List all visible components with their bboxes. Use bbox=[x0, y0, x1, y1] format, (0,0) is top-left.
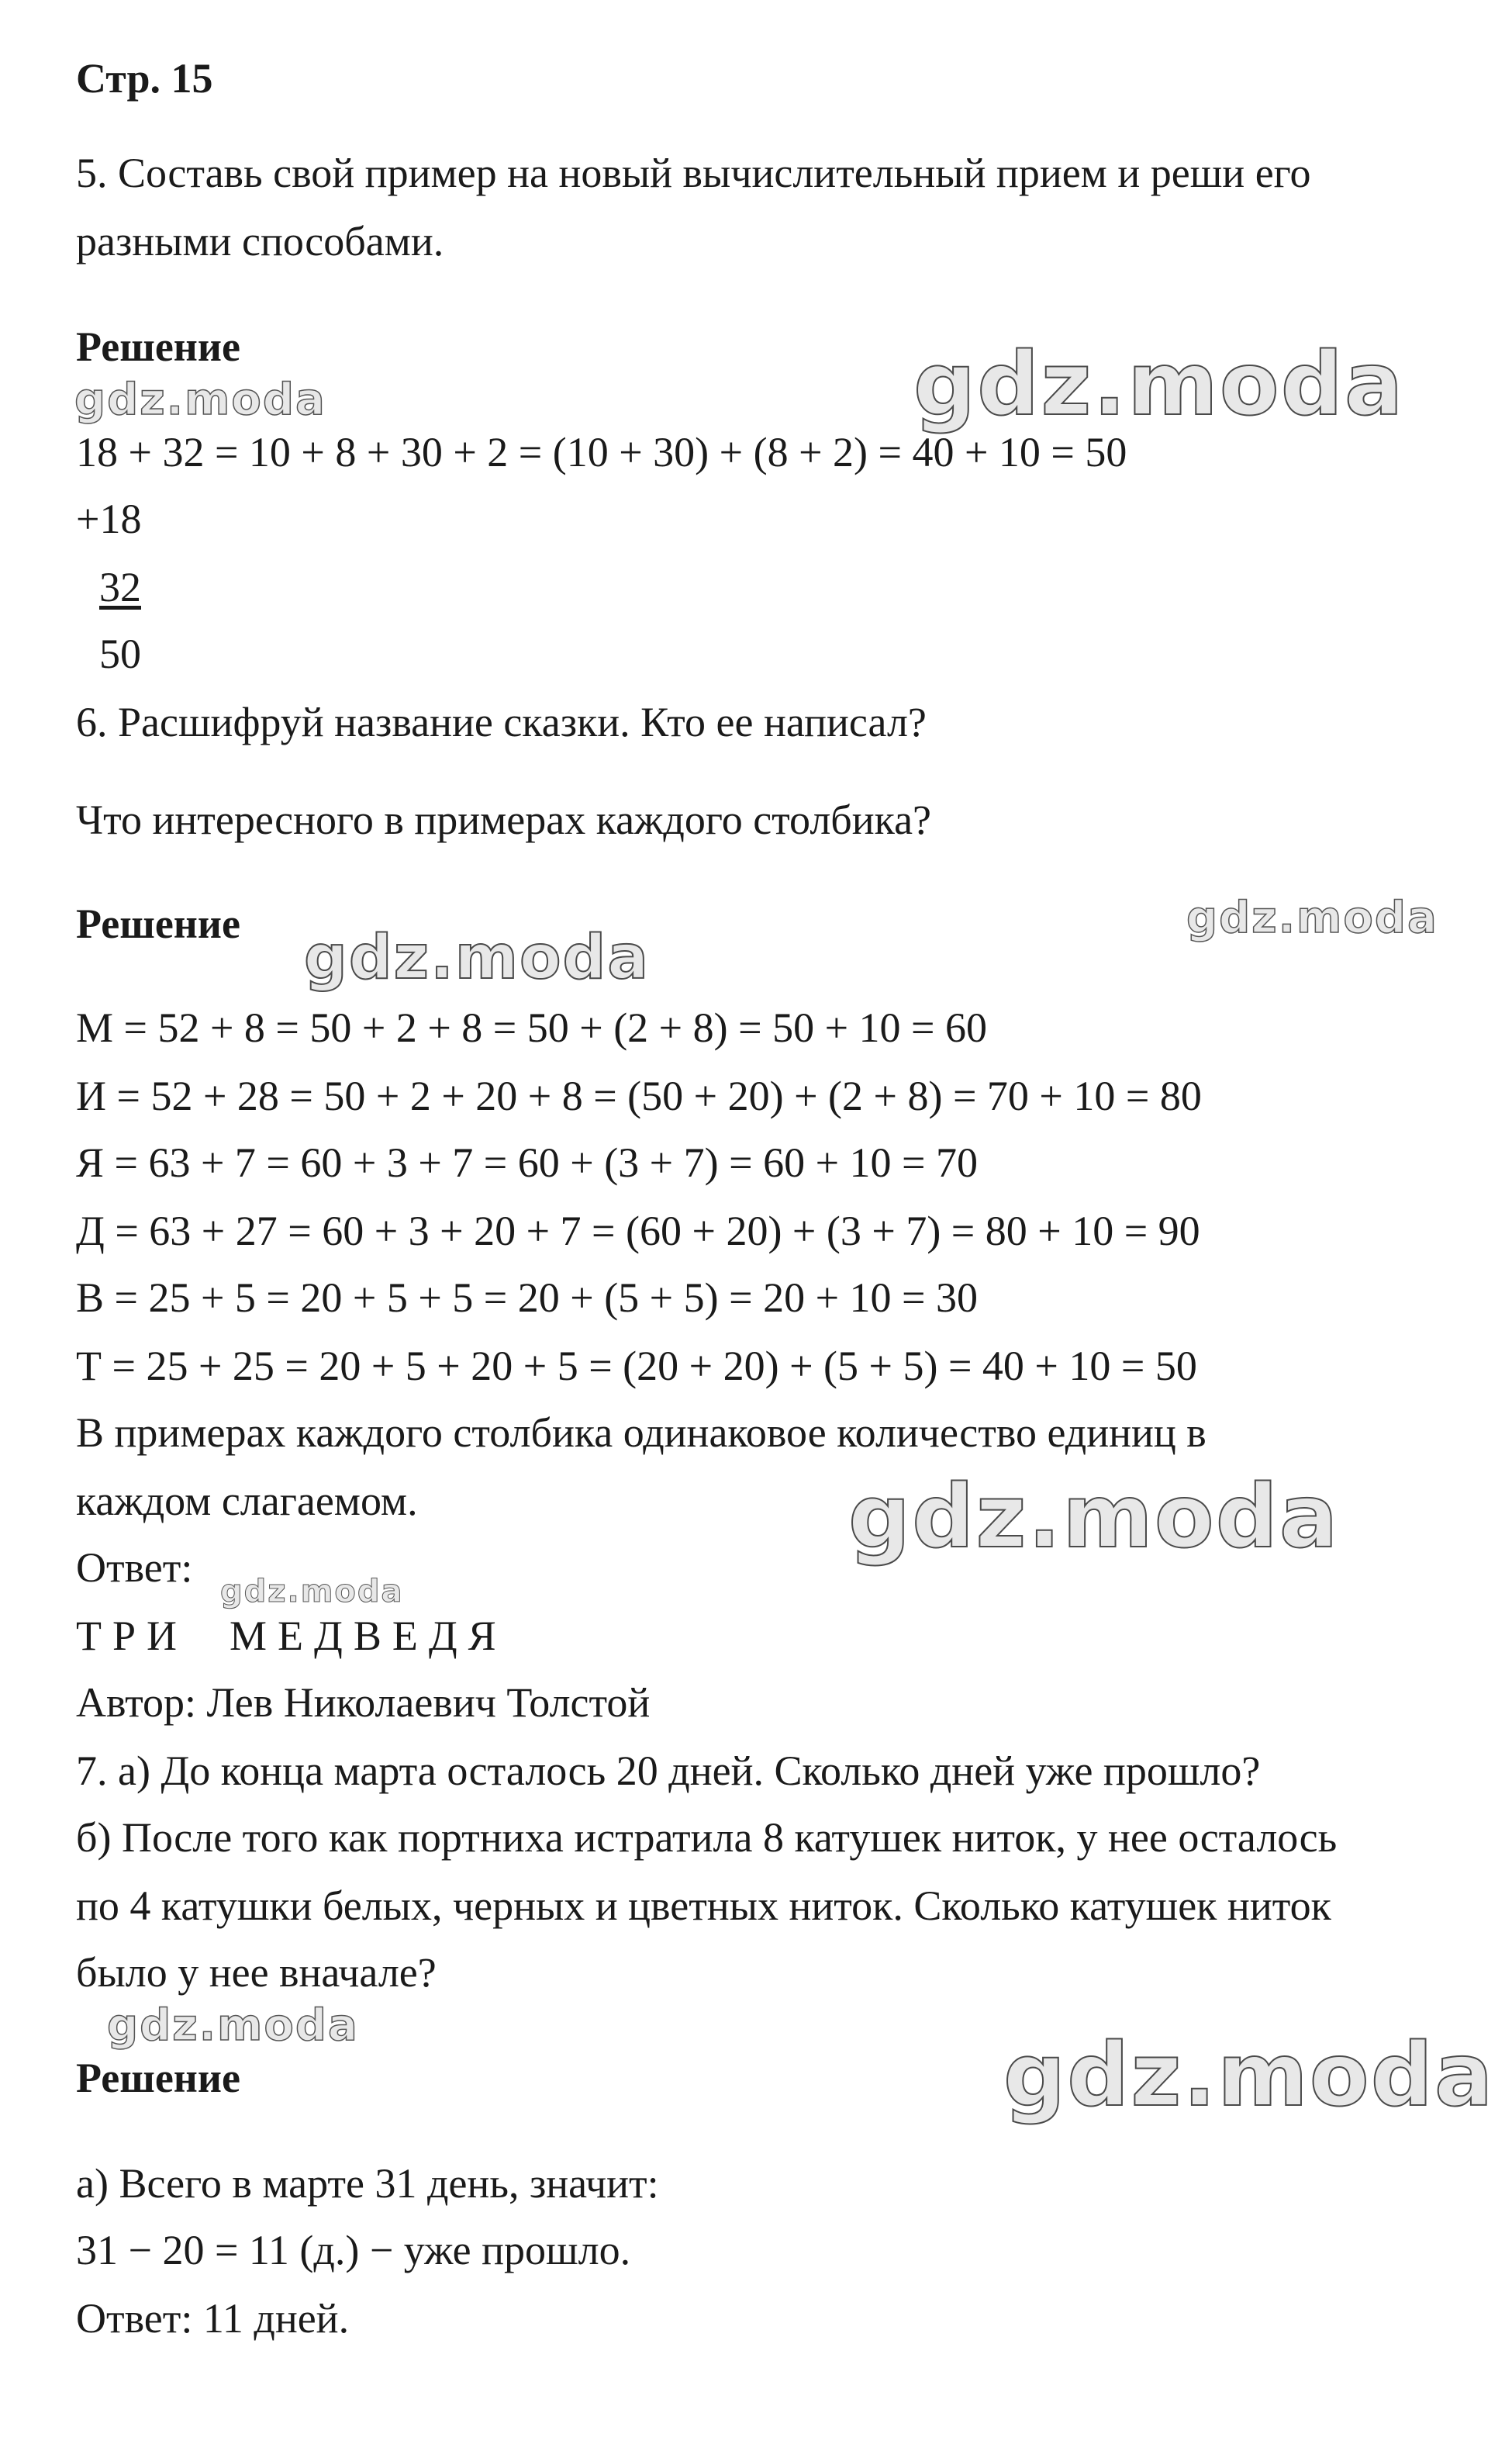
task7-solution-a-answer: Ответ: 11 дней. bbox=[76, 2295, 350, 2342]
watermark: gdz.moda bbox=[1003, 2025, 1495, 2126]
column-sum: 50 bbox=[99, 631, 141, 677]
answer-word-1: ТРИ bbox=[76, 1613, 188, 1659]
watermark: gdz.moda bbox=[107, 2000, 359, 2051]
answer-word-2: МЕДВЕДЯ bbox=[230, 1613, 507, 1659]
equation-line: В = 25 + 5 = 20 + 5 + 5 = 20 + (5 + 5) = 20 + 10 = 30 bbox=[76, 1274, 978, 1321]
task7-solution-a-line1: а) Всего в марте 31 день, значит: bbox=[76, 2160, 659, 2207]
watermark: gdz.moda bbox=[1186, 893, 1438, 943]
watermark: gdz.moda bbox=[304, 923, 651, 993]
column-addend1: +18 bbox=[76, 496, 142, 542]
watermark: gdz.moda bbox=[913, 334, 1405, 435]
equation-line: И = 52 + 28 = 50 + 2 + 20 + 8 = (50 + 20) + (2 + 8) = 70 + 10 = 80 bbox=[76, 1073, 1202, 1119]
task6-author: Автор: Лев Николаевич Толстой bbox=[76, 1679, 651, 1726]
task5-text-line1: 5. Составь свой пример на новый вычислительный прием и реши его bbox=[76, 150, 1311, 196]
task7-part-a: 7. а) До конца марта осталось 20 дней. Сколько дней уже прошло? bbox=[76, 1747, 1261, 1794]
equation-line: Т = 25 + 25 = 20 + 5 + 20 + 5 = (20 + 20) + (5 + 5) = 40 + 10 = 50 bbox=[76, 1343, 1197, 1389]
task5-solution-heading: Решение bbox=[76, 323, 240, 370]
page-title: Стр. 15 bbox=[76, 55, 213, 102]
task7-solution-a-line2: 31 − 20 = 11 (д.) − уже прошло. bbox=[76, 2227, 631, 2273]
task7-part-b-line1: б) После того как портниха истратила 8 катушек ниток, у нее осталось bbox=[76, 1814, 1338, 1861]
task6-solution-heading: Решение bbox=[76, 901, 240, 947]
equation-line: Д = 63 + 27 = 60 + 3 + 20 + 7 = (60 + 20) + (3 + 7) = 80 + 10 = 90 bbox=[76, 1208, 1200, 1254]
task5-text-line2: разными способами. bbox=[76, 218, 444, 264]
task5-equation: 18 + 32 = 10 + 8 + 30 + 2 = (10 + 30) + (8 + 2) = 40 + 10 = 50 bbox=[76, 429, 1127, 475]
watermark: gdz.moda bbox=[848, 1467, 1340, 1568]
task6-conclusion-line1: В примерах каждого столбика одинаковое количество единиц в bbox=[76, 1409, 1206, 1456]
equation-line: М = 52 + 8 = 50 + 2 + 8 = 50 + (2 + 8) = 50 + 10 = 60 bbox=[76, 1004, 987, 1051]
column-addend2: 32 bbox=[99, 564, 141, 610]
task6-answer-label: Ответ: bbox=[76, 1544, 193, 1591]
task7-part-b-line2: по 4 катушки белых, черных и цветных ниток. Сколько катушек ниток bbox=[76, 1882, 1331, 1929]
task6-conclusion-line2: каждом слагаемом. bbox=[76, 1478, 418, 1524]
watermark: gdz.moda bbox=[74, 375, 326, 425]
task6-text-line2: Что интересного в примерах каждого столбика? bbox=[76, 797, 932, 843]
task7-solution-heading: Решение bbox=[76, 2055, 240, 2101]
task6-text-line1: 6. Расшифруй название сказки. Кто ее написал? bbox=[76, 699, 927, 745]
equation-line: Я = 63 + 7 = 60 + 3 + 7 = 60 + (3 + 7) = 60 + 10 = 70 bbox=[76, 1139, 978, 1186]
watermark: gdz.moda bbox=[220, 1574, 404, 1609]
task7-part-b-line3: было у нее вначале? bbox=[76, 1949, 437, 1996]
